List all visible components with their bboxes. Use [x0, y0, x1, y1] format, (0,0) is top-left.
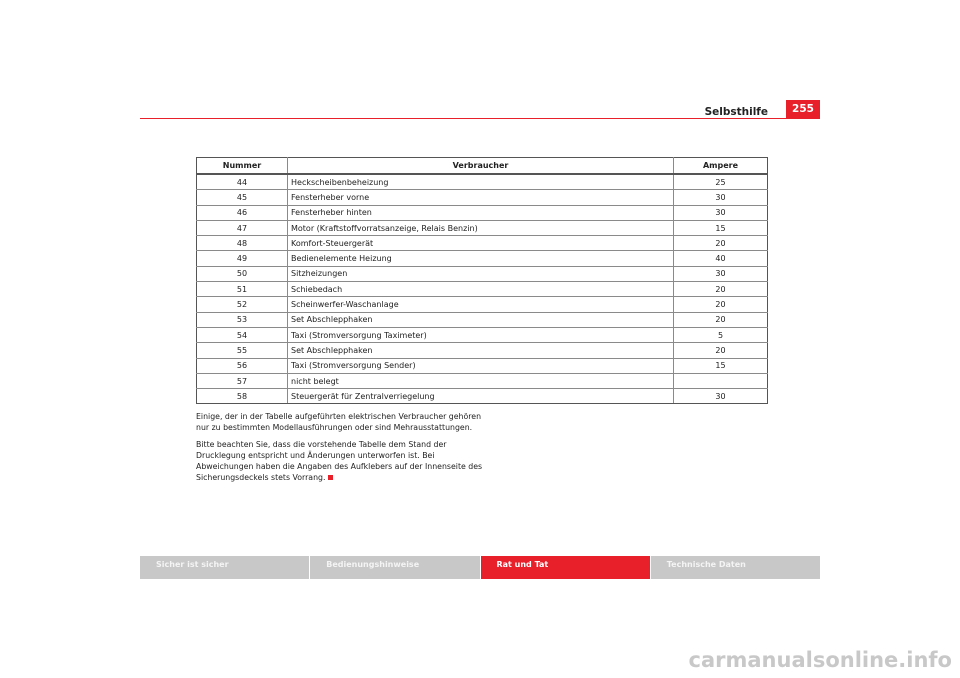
cell-nummer: 46	[197, 205, 288, 220]
cell-ampere: 20	[674, 236, 768, 251]
table-row	[197, 236, 768, 251]
cell-nummer: 44	[197, 174, 288, 190]
column-header-verbraucher: Verbraucher	[288, 158, 674, 175]
table-row	[197, 266, 768, 281]
table-row	[197, 220, 768, 235]
cell-ampere: 5	[674, 327, 768, 342]
cell-nummer: 57	[197, 373, 288, 388]
page-title: Selbsthilfe	[704, 106, 768, 118]
cell-verbraucher: Komfort-Steuergerät	[288, 236, 674, 251]
nav-tab-bedienungshinweise[interactable]: Bedienungshinweise	[310, 556, 479, 579]
cell-verbraucher: Schiebedach	[288, 282, 674, 297]
cell-nummer: 53	[197, 312, 288, 327]
cell-ampere: 30	[674, 190, 768, 205]
chapter-nav-bar	[140, 556, 820, 579]
cell-verbraucher: Motor (Kraftstoffvorratsanzeige, Relais Benzin)	[288, 220, 674, 235]
cell-ampere	[674, 373, 768, 388]
note-paragraph-1: Einige, der in der Tabelle aufgeführten elektrischen Verbraucher gehören nur zu bestimmten Modellausführungen oder sind Mehrausstattungen.	[196, 412, 482, 432]
cell-verbraucher: Taxi (Stromversorgung Sender)	[288, 358, 674, 373]
page-number-badge: 255	[786, 100, 820, 118]
cell-ampere: 20	[674, 297, 768, 312]
cell-ampere: 30	[674, 205, 768, 220]
table-row	[197, 343, 768, 358]
table-row	[197, 312, 768, 327]
cell-nummer: 48	[197, 236, 288, 251]
cell-verbraucher: nicht belegt	[288, 373, 674, 388]
cell-verbraucher: Heckscheibenbeheizung	[288, 174, 674, 190]
cell-ampere: 20	[674, 282, 768, 297]
cell-verbraucher: Scheinwerfer-Waschanlage	[288, 297, 674, 312]
cell-nummer: 47	[197, 220, 288, 235]
table-row	[197, 327, 768, 342]
cell-ampere: 15	[674, 220, 768, 235]
cell-verbraucher: Taxi (Stromversorgung Taximeter)	[288, 327, 674, 342]
cell-nummer: 55	[197, 343, 288, 358]
cell-verbraucher: Sitzheizungen	[288, 266, 674, 281]
fuse-table-header	[197, 158, 768, 175]
table-row	[197, 373, 768, 388]
watermark-text: carmanualsonline.info	[688, 648, 952, 672]
table-row	[197, 174, 768, 190]
cell-nummer: 50	[197, 266, 288, 281]
cell-ampere: 30	[674, 389, 768, 404]
table-row	[197, 297, 768, 312]
cell-nummer: 51	[197, 282, 288, 297]
cell-verbraucher: Set Abschlepphaken	[288, 312, 674, 327]
table-row	[197, 190, 768, 205]
table-row	[197, 282, 768, 297]
section-end-marker-icon	[328, 475, 333, 480]
fuse-table	[196, 157, 768, 404]
cell-ampere: 25	[674, 174, 768, 190]
header-divider	[140, 118, 820, 119]
cell-nummer: 52	[197, 297, 288, 312]
table-row	[197, 389, 768, 404]
cell-ampere: 30	[674, 266, 768, 281]
nav-tab-technische-daten[interactable]: Technische Daten	[651, 556, 820, 579]
cell-nummer: 58	[197, 389, 288, 404]
table-header-row	[197, 158, 768, 175]
cell-ampere: 15	[674, 358, 768, 373]
cell-verbraucher: Bedienelemente Heizung	[288, 251, 674, 266]
table-row	[197, 358, 768, 373]
cell-ampere: 20	[674, 343, 768, 358]
cell-nummer: 45	[197, 190, 288, 205]
table-row	[197, 205, 768, 220]
note-paragraph-2-text: Bitte beachten Sie, dass die vorstehende Tabelle dem Stand der Drucklegung entspricht und Änderungen unterworfen ist. Bei Abweichungen haben die Angaben des Aufklebers auf der Innenseite des Sicherungsdeckels stets Vorrang.	[196, 440, 483, 482]
cell-nummer: 54	[197, 327, 288, 342]
cell-nummer: 49	[197, 251, 288, 266]
cell-verbraucher: Set Abschlepphaken	[288, 343, 674, 358]
nav-tab-sicher-ist-sicher[interactable]: Sicher ist sicher	[140, 556, 309, 579]
cell-ampere: 40	[674, 251, 768, 266]
notes-section	[196, 411, 486, 489]
table-row	[197, 251, 768, 266]
nav-tab-rat-und-tat[interactable]: Rat und Tat	[481, 556, 650, 579]
cell-verbraucher: Steuergerät für Zentralverriegelung	[288, 389, 674, 404]
column-header-nummer: Nummer	[197, 158, 288, 175]
cell-ampere: 20	[674, 312, 768, 327]
cell-nummer: 56	[197, 358, 288, 373]
cell-verbraucher: Fensterheber vorne	[288, 190, 674, 205]
column-header-ampere: Ampere	[674, 158, 768, 175]
fuse-table-body	[197, 174, 768, 404]
cell-verbraucher: Fensterheber hinten	[288, 205, 674, 220]
note-paragraph-2	[196, 439, 486, 483]
